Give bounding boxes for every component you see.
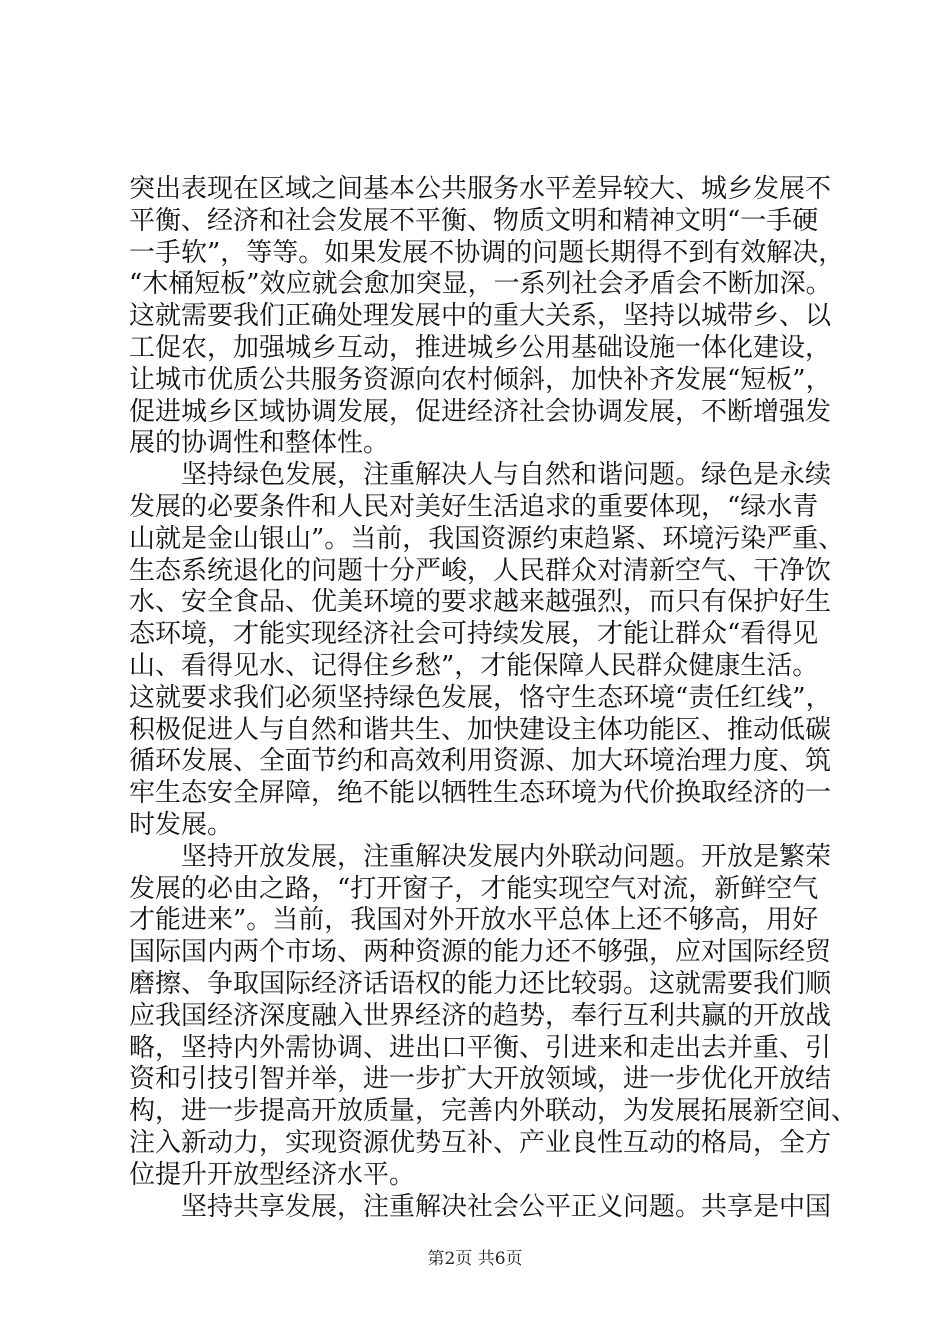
page-number-footer: 第2页 共6页 (427, 1249, 523, 1269)
text-line: 水、安全食品、优美环境的要求越来越强烈，而只有保护好生 (129, 587, 832, 618)
text-line: 注入新动力，实现资源优势互补、产业良性互动的格局，全方 (129, 1127, 832, 1158)
text-line: 一手软”，等等。如果发展不协调的问题长期得不到有效解决， (129, 237, 845, 268)
text-line: 应我国经济深度融入世界经济的趋势，奉行互利共赢的开放战 (129, 1000, 832, 1031)
text-line: 展的协调性和整体性。 (129, 428, 390, 459)
text-line: 才能进来”。当前，我国对外开放水平总体上还不够高，用好 (129, 905, 819, 936)
text-line: 资和引技引智并举，进一步扩大开放领域，进一步优化开放结 (129, 1064, 832, 1095)
text-line: 牢生态安全屏障，绝不能以牺牲生态环境为代价换取经济的一 (129, 778, 832, 809)
text-line: 发展的必由之路，“打开窗子，才能实现空气对流，新鲜空气 (129, 873, 819, 904)
text-line: 让城市优质公共服务资源向农村倾斜，加快补齐发展“短板”， (129, 364, 832, 395)
text-line: 磨擦、争取国际经济话语权的能力还比较弱。这就需要我们顺 (129, 968, 832, 999)
text-line: 循环发展、全面节约和高效利用资源、加大环境治理力度、筑 (129, 746, 832, 777)
text-line: 生态系统退化的问题十分严峻，人民群众对清新空气、干净饮 (129, 555, 832, 586)
text-line: 位提升开放型经济水平。 (129, 1159, 416, 1190)
text-line: 突出表现在区域之间基本公共服务水平差异较大、城乡发展不 (129, 174, 832, 204)
text-line: 山就是金山银山”。当前，我国资源约束趋紧、环境污染严重、 (129, 523, 845, 554)
text-line: 促进城乡区域协调发展，促进经济社会协调发展，不断增强发 (129, 396, 832, 427)
text-line: 略，坚持内外需协调、进出口平衡、引进来和走出去并重、引 (129, 1032, 832, 1063)
text-line: 这就需要我们正确处理发展中的重大关系，坚持以城带乡、以 (129, 301, 832, 332)
text-line: 积极促进人与自然和谐共生、加快建设主体功能区、推动低碳 (129, 714, 832, 745)
text-line: 工促农，加强城乡互动，推进城乡公用基础设施一体化建设， (129, 332, 832, 363)
text-line: 构，进一步提高开放质量，完善内外联动，为发展拓展新空间、 (129, 1096, 858, 1127)
text-line: 这就要求我们必须坚持绿色发展，恪守生态环境“责任红线”， (129, 682, 832, 713)
text-line: 时发展。 (129, 809, 234, 840)
paragraph-start-line: 坚持共享发展，注重解决社会公平正义问题。共享是中国 (181, 1191, 832, 1222)
text-line: 发展的必要条件和人民对美好生活追求的重要体现，“绿水青 (129, 491, 819, 522)
text-line: 山、看得见水、记得住乡愁”，才能保障人民群众健康生活。 (129, 650, 819, 681)
text-line: “木桶短板”效应就会愈加突显，一系列社会矛盾会不断加深。 (129, 269, 832, 300)
paragraph-start-line: 坚持开放发展，注重解决发展内外联动问题。开放是繁荣 (181, 841, 832, 872)
document-body (129, 174, 858, 1223)
text-line: 国际国内两个市场、两种资源的能力还不够强，应对国际经贸 (129, 937, 832, 968)
text-line: 态环境，才能实现经济社会可持续发展，才能让群众“看得见 (129, 619, 819, 650)
text-line: 平衡、经济和社会发展不平衡、物质文明和精神文明“一手硬 (129, 205, 819, 236)
paragraph-start-line: 坚持绿色发展，注重解决人与自然和谐问题。绿色是永续 (181, 460, 832, 491)
